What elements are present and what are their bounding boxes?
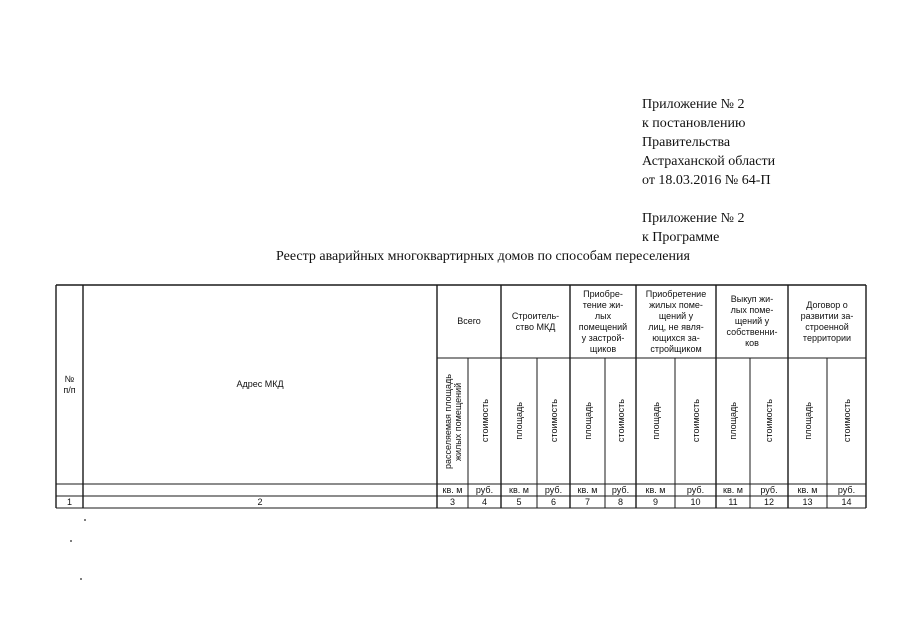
- column-number: [468, 496, 501, 508]
- column-number-text: 3: [449, 496, 455, 507]
- group-header-text: Приобретение жилых поме- щений у лиц, не явля- ющихся за- стройщиком: [645, 288, 707, 354]
- appendix-block: [642, 95, 775, 247]
- column-number-text: 4: [481, 496, 487, 507]
- column-number: [605, 496, 636, 508]
- column-header-number-text: № п/п: [63, 373, 76, 395]
- group-header: [437, 285, 501, 358]
- subheader-text: стоимость: [690, 399, 701, 443]
- column-number-text: 8: [617, 496, 623, 507]
- scan-speck: [70, 540, 72, 542]
- column-number-text: 13: [802, 496, 813, 507]
- unit-cell-text: кв. м: [797, 484, 818, 495]
- appendix-line: к постановлению: [642, 116, 746, 131]
- subheader: [468, 358, 501, 484]
- column-number: [675, 496, 716, 508]
- column-number: [716, 496, 750, 508]
- column-number-text: 7: [584, 496, 590, 507]
- unit-cell: [750, 484, 788, 496]
- group-header: [501, 285, 570, 358]
- unit-cell: [501, 484, 537, 496]
- column-number: [501, 496, 537, 508]
- program-line: Приложение № 2: [642, 211, 745, 226]
- appendix-line: Астраханской области: [642, 154, 776, 169]
- unit-cell-text: кв. м: [645, 484, 666, 495]
- scan-speck: [80, 578, 82, 580]
- column-number-text: 11: [728, 496, 738, 507]
- subheader-text: площадь: [650, 402, 661, 440]
- subheader: [788, 358, 827, 484]
- unit-cell: [675, 484, 716, 496]
- group-header-text: Приобре- тение жи- лых помещений у застрой- щиков: [578, 288, 628, 354]
- column-number: [56, 496, 83, 508]
- column-number-text: 6: [550, 496, 556, 507]
- unit-cell-text: кв. м: [442, 484, 463, 495]
- unit-cell: [636, 484, 675, 496]
- column-number: [636, 496, 675, 508]
- subheader-text: стоимость: [841, 399, 852, 443]
- unit-cell: [437, 484, 468, 496]
- unit-cell-text: кв. м: [577, 484, 598, 495]
- subheader: [605, 358, 636, 484]
- subheader: [501, 358, 537, 484]
- column-number: [788, 496, 827, 508]
- unit-cell: [788, 484, 827, 496]
- unit-cell-text: руб.: [475, 484, 494, 495]
- column-number: [437, 496, 468, 508]
- subheader-text: площадь: [802, 402, 813, 440]
- subheader-text: площадь: [514, 402, 524, 440]
- subheader-text: стоимость: [615, 399, 626, 443]
- column-number-text: 2: [257, 496, 263, 507]
- column-number: [83, 496, 437, 508]
- column-number: [570, 496, 605, 508]
- document-title: Реестр аварийных многоквартирных домов по способам переселения: [276, 249, 690, 264]
- column-number-text: 5: [516, 496, 522, 507]
- subheader-text: стоимость: [479, 399, 490, 443]
- unit-cell: [570, 484, 605, 496]
- appendix-line: Правительства: [642, 135, 731, 150]
- group-header-text: Договор о развитии за- строенной территории: [800, 299, 854, 343]
- subheader: [675, 358, 716, 484]
- column-number-text: 14: [841, 496, 852, 507]
- unit-cell: [537, 484, 570, 496]
- group-header: [716, 285, 788, 358]
- subheader: [750, 358, 788, 484]
- appendix-line: Приложение № 2: [642, 97, 745, 112]
- column-header-address: [83, 285, 437, 484]
- unit-cell-text: руб.: [837, 484, 856, 495]
- unit-cell-text: кв. м: [509, 484, 529, 495]
- column-number-text: 10: [690, 496, 701, 507]
- subheader-text: стоимость: [764, 399, 774, 443]
- unit-cell: [716, 484, 750, 496]
- column-header-number: [56, 285, 83, 484]
- subheader-text: расселяемая площадь жилых помещений: [442, 373, 463, 469]
- unit-cell-text: руб.: [611, 484, 630, 495]
- subheader: [716, 358, 750, 484]
- column-number: [537, 496, 570, 508]
- unit-cell-text: кв. м: [723, 484, 743, 495]
- appendix-line: от 18.03.2016 № 64-П: [642, 173, 771, 188]
- group-header-text: Выкуп жи- лых поме- щений у собственни- ков: [726, 294, 778, 348]
- subheader: [570, 358, 605, 484]
- unit-cell: [827, 484, 866, 496]
- subheader: [827, 358, 866, 484]
- subheader: [537, 358, 570, 484]
- scan-speck: [84, 519, 86, 521]
- column-number-text: 9: [652, 496, 658, 507]
- subheader: [437, 358, 468, 484]
- unit-cell-text: руб.: [760, 484, 778, 495]
- unit-cell: [605, 484, 636, 496]
- column-number: [750, 496, 788, 508]
- group-header-text: Строитель- ство МКД: [511, 310, 560, 332]
- group-header: [636, 285, 716, 358]
- column-number-text: 12: [763, 496, 774, 507]
- unit-cell: [468, 484, 501, 496]
- unit-cell-text: руб.: [544, 484, 563, 495]
- subheader-text: площадь: [582, 402, 593, 440]
- column-number: [827, 496, 866, 508]
- group-header: [570, 285, 636, 358]
- subheader: [636, 358, 675, 484]
- column-number-text: 1: [66, 496, 72, 507]
- subheader-text: площадь: [728, 402, 738, 440]
- column-header-address-text: Адрес МКД: [236, 379, 284, 389]
- subheader-text: стоимость: [548, 399, 559, 443]
- unit-cell-text: руб.: [686, 484, 705, 495]
- group-header-text: Всего: [457, 316, 481, 326]
- program-line: к Программе: [642, 230, 720, 245]
- group-header: [788, 285, 866, 358]
